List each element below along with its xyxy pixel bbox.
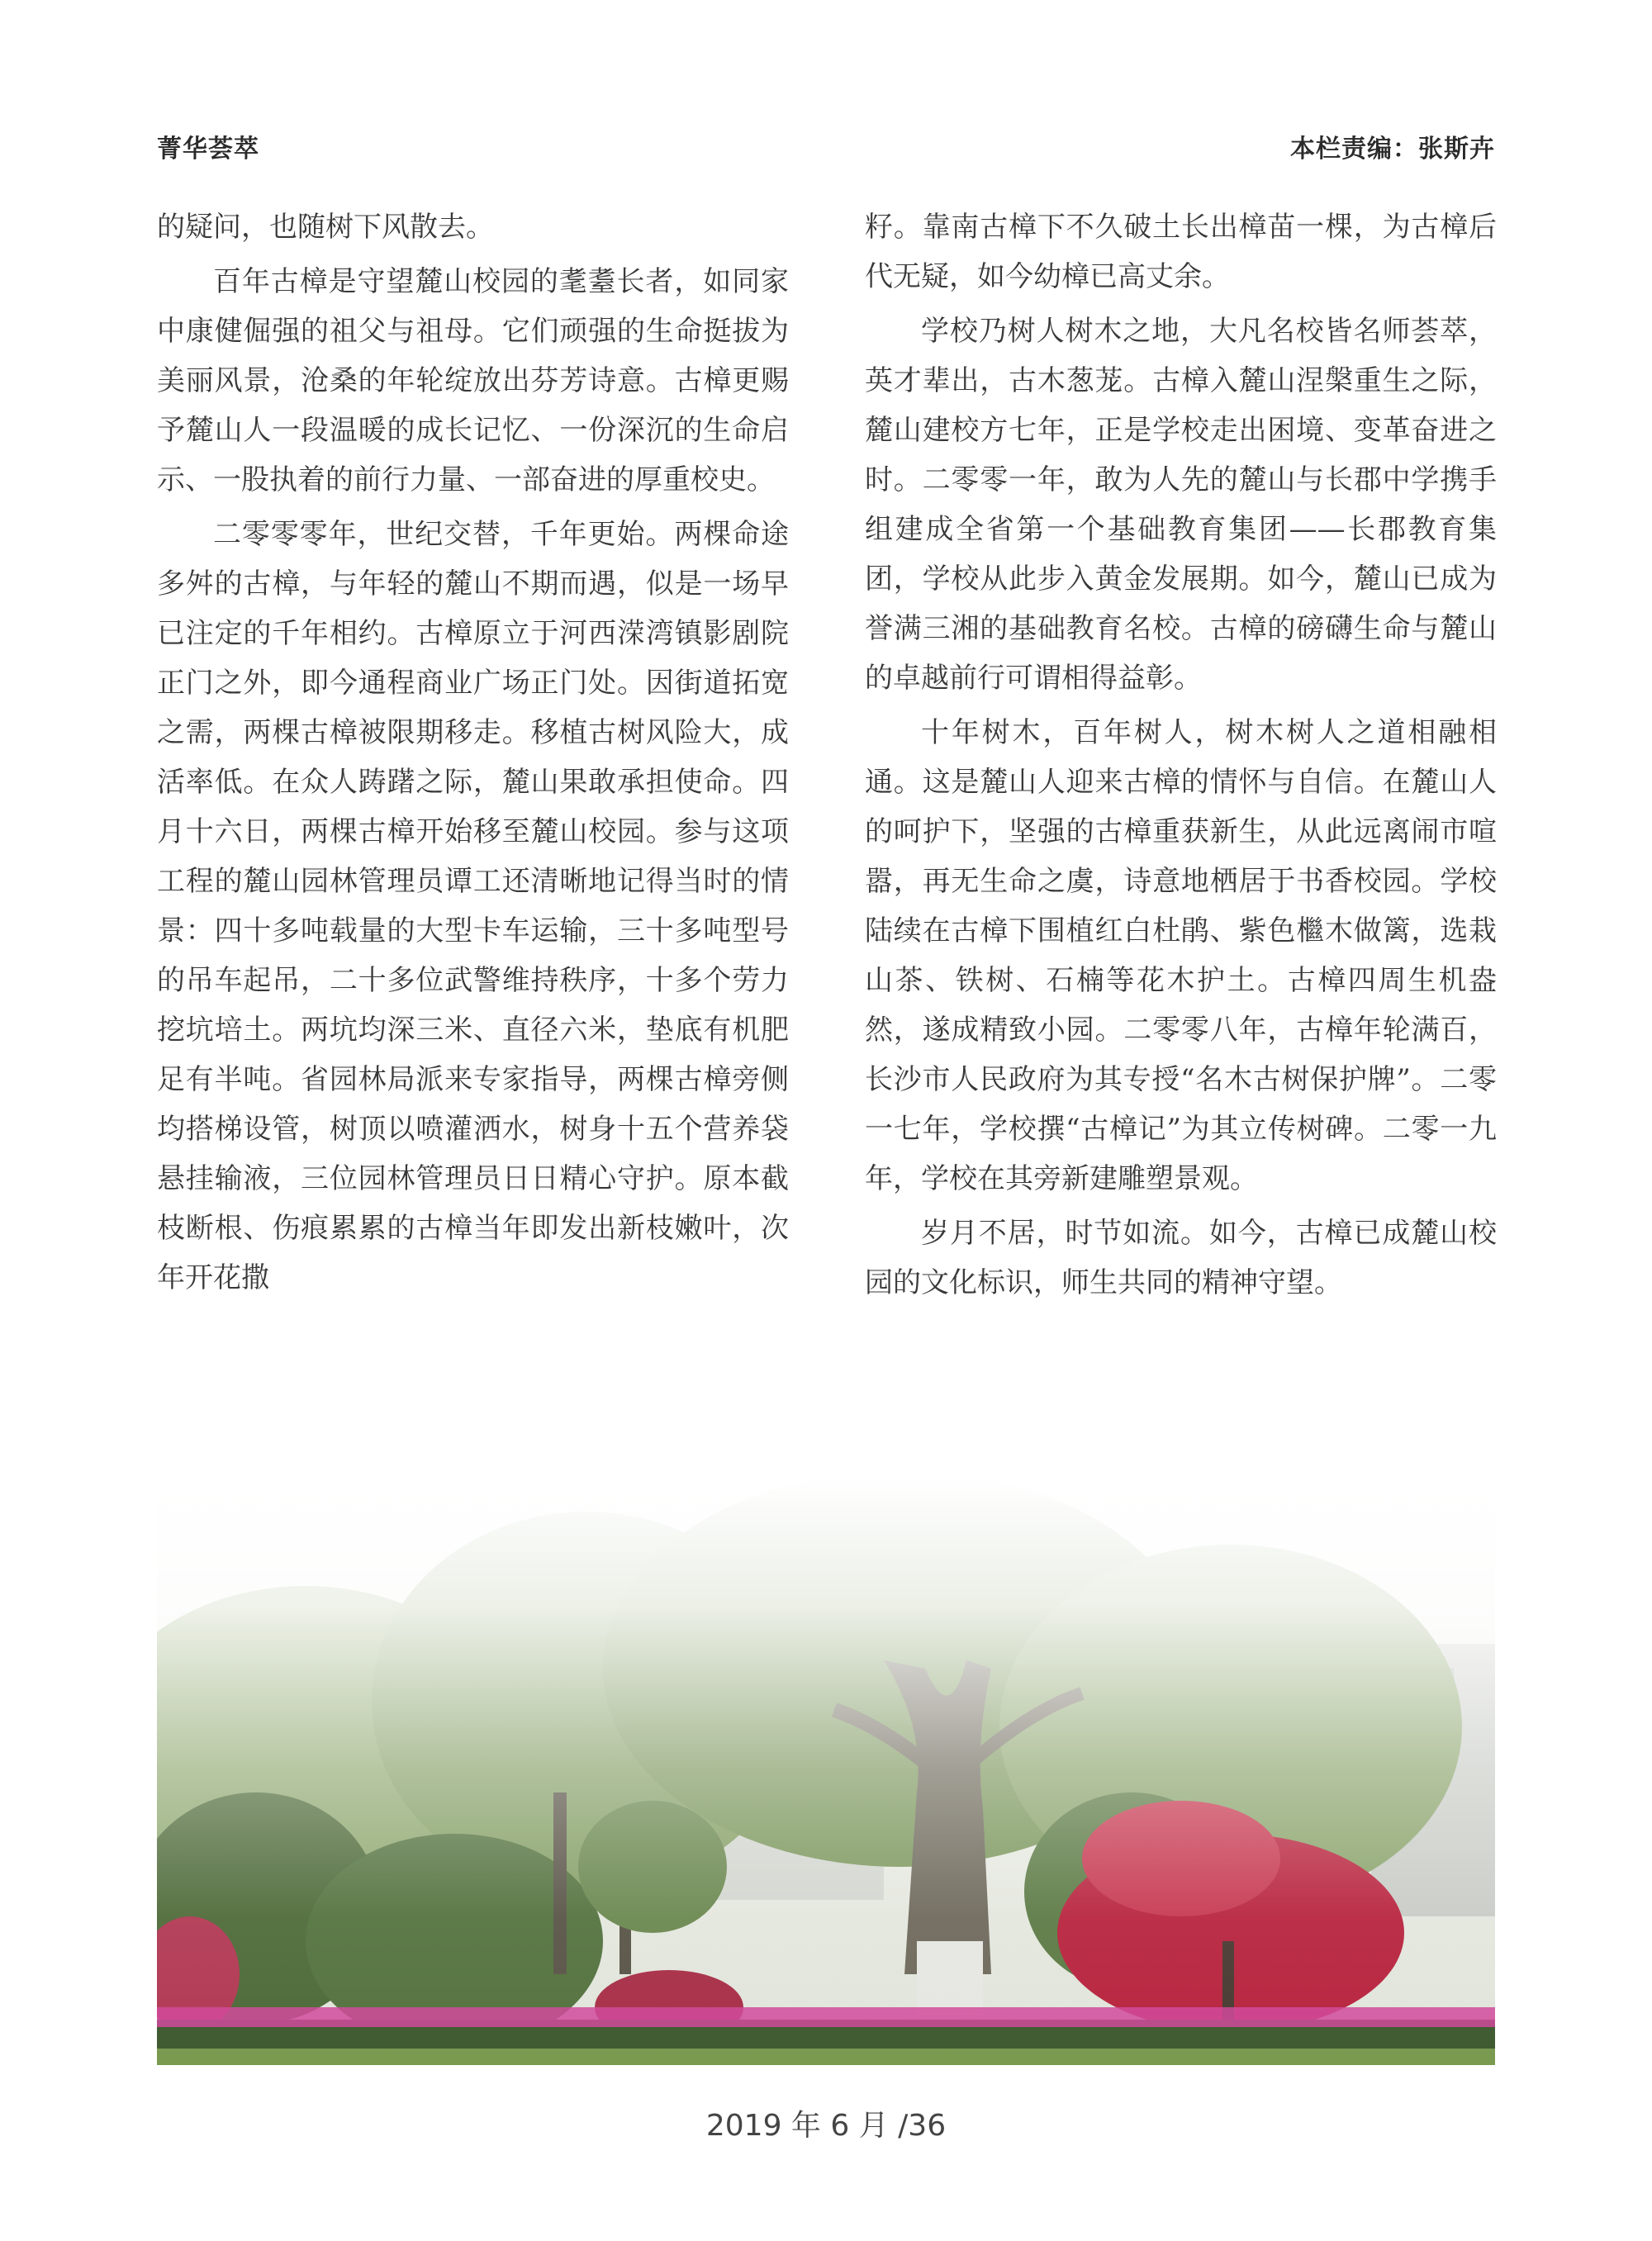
left-text-column bbox=[157, 202, 789, 1308]
section-title: 菁华荟萃 bbox=[157, 135, 259, 164]
paragraph: 二零零零年，世纪交替，千年更始。两棵命途多舛的古樟，与年轻的麓山不期而遇，似是一场早已注定的千年相约。古樟原立于河西溁湾镇影剧院正门之外，即今通程商业广场正门处。因街道拓宽之需，两棵古樟被限期移走。移植古树风险大，成活率低。在众人踌躇之际，麓山果敢承担使命。四月十六日，两棵古樟开始移至麓山校园。参与这项工程的麓山园林管理员谭工还清晰地记得当时的情景：四十多吨载量的大型卡车运输，三十多吨型号的吊车起吊，二十多位武警维持秩序，十多个劳力挖坑培土。两坑均深三米、直径六米，垫底有机肥足有半吨。省园林局派来专家指导，两棵古樟旁侧均搭梯设管，树顶以喷灌洒水，树身十五个营养袋悬挂输液，三位园林管理员日日精心守护。原本截枝断根、伤痕累累的古樟当年即发出新枝嫩叶，次年开花撒 bbox=[157, 518, 789, 1294]
paragraph: 学校乃树人树木之地，大凡名校皆名师荟萃，英才辈出，古木葱茏。古樟入麓山涅槃重生之际，麓山建校方七年，正是学校走出困境、变革奋进之时。二零零一年，敢为人先的麓山与长郡中学携手组建成全省第一个基础教育集团——长郡教育集团，学校从此步入黄金发展期。如今，麓山已成为誉满三湘的基础教育名校。古樟的磅礴生命与麓山的卓越前行可谓相得益彰。 bbox=[865, 315, 1497, 695]
paragraph: 籽。靠南古樟下不久破土长出樟苗一棵，为古樟后代无疑，如今幼樟已高丈余。 bbox=[865, 211, 1497, 293]
paragraph: 十年树木，百年树人，树木树人之道相融相通。这是麓山人迎来古樟的情怀与自信。在麓山人的呵护下，坚强的古樟重获新生，从此远离闹市喧嚣，再无生命之虞，诗意地栖居于书香校园。学校陆续在古樟下围植红白杜鹃、紫色檵木做篱，选栽山茶、铁树、石楠等花木护土。古樟四周生机盎然，遂成精致小园。二零零八年，古樟年轮满百，长沙市人民政府为其专授“名木古树保护牌”。二零一七年，学校撰“古樟记”为其立传树碑。二零一九年，学校在其旁新建雕塑景观。 bbox=[865, 716, 1497, 1195]
right-text-column bbox=[865, 202, 1497, 1313]
page-footer: 2019 年 6 月 /36 bbox=[705, 2109, 947, 2143]
paragraph: 岁月不居，时节如流。如今，古樟已成麓山校园的文化标识，师生共同的精神守望。 bbox=[865, 1217, 1497, 1299]
camphor-tree-illustration bbox=[157, 1479, 1495, 2065]
paragraph: 的疑问，也随树下风散去。 bbox=[157, 211, 494, 244]
paragraph: 百年古樟是守望麓山校园的耄耋长者，如同家中康健倔强的祖父与祖母。它们顽强的生命挺拔为美丽风景，沧桑的年轮绽放出芬芳诗意。古樟更赐予麓山人一段温暖的成长记忆、一份深沉的生命启示、一股执着的前行力量、一部奋进的厚重校史。 bbox=[157, 265, 789, 496]
column-editor: 本栏责编：张斯卉 bbox=[1290, 135, 1495, 164]
camphor-tree-photo bbox=[157, 1479, 1495, 2065]
